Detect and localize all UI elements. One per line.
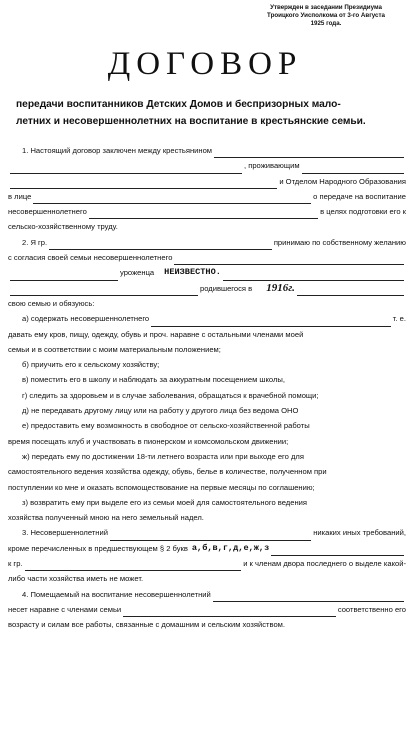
item-v: в) поместить его в школу и наблюдать за аккуратным посещением школы, — [22, 375, 285, 385]
item-d: д) не передавать другому лицу или на работу у другого лица без ведома ОНО — [22, 406, 299, 416]
p1-line-5 — [8, 204, 406, 219]
p2-text-d: уроженца — [120, 268, 155, 278]
p1-text-b: , проживающим — [244, 161, 300, 171]
birthplace-value: НЕИЗВЕСТНО. — [164, 267, 221, 278]
residence-field[interactable] — [302, 165, 404, 174]
birth-year-value: 1916г. — [266, 281, 295, 294]
item-g: г) следить за здоровьем и в случае заболевания, обращаться к врачебной помощи; — [22, 390, 319, 400]
item-zh-line-3: поступлении ко мне и оказать вспомоществование на первые месяцы по соглашению; — [8, 482, 315, 492]
item-a-line-3: семьи и в соответствии с моим материальным положением; — [8, 344, 221, 354]
p2-text-e: родившегося в — [200, 283, 253, 293]
p1-line-1 — [8, 143, 406, 158]
subtitle-line-2: летних и несовершеннолетних на воспитание в крестьянские семьи. — [16, 116, 366, 127]
p3-line-1 — [8, 525, 406, 540]
item-a-text: а) содержать несовершеннолетнего — [22, 314, 150, 324]
family-field[interactable] — [123, 608, 336, 617]
p2-text-f: свою семью и обязуюсь: — [8, 298, 95, 308]
p4-line-3: возрасту и силам все работы, связанные с домашним и сельским хозяйством. — [8, 620, 286, 630]
approval-note — [246, 4, 406, 28]
p2-line-1 — [8, 235, 406, 250]
p2-text-c: с согласия своей семьи несовершеннолетнего — [8, 253, 173, 263]
p3-text-e: и к членам двора последнего о выделе какой- — [243, 559, 406, 569]
p1-text-e: о передаче на воспитание — [313, 191, 406, 201]
p2-line-2 — [8, 250, 406, 265]
minor-name-3-field[interactable] — [110, 532, 311, 541]
farmer-name-field[interactable] — [214, 149, 404, 158]
document-subtitle — [16, 96, 404, 130]
p1-text-h: сельско-хозяйственному труду. — [8, 222, 118, 232]
letters-field[interactable] — [271, 547, 404, 556]
contract-body — [8, 143, 406, 633]
p4-line-1 — [8, 587, 406, 602]
item-zh-line-1: ж) передать ему по достижении 18-ти летнего возраста или при выходе его для — [22, 451, 304, 461]
guardian-name-2-field[interactable] — [25, 562, 242, 571]
p1-text-d: в лице — [8, 191, 32, 201]
minor-name-field[interactable] — [89, 210, 318, 219]
p3-text-c: кроме перечисленных в предшествующем § 2 букв — [8, 543, 188, 553]
p1-line-3 — [8, 174, 406, 189]
item-e-line-2: время посещать клуб и участвовать в пионерском и комсомольском движении; — [8, 436, 289, 446]
item-a-line-2: давать ему кров, пищу, одежду, обувь и проч. наравне с остальными членами моей — [8, 329, 304, 339]
representative-field[interactable] — [33, 195, 311, 204]
p2-line-4 — [8, 281, 406, 296]
letters-value: а,б,в,г,д,е,ж,з — [191, 542, 270, 553]
p4-line-2 — [8, 602, 406, 617]
p1-text-f: несовершеннолетнего — [8, 207, 87, 217]
item-b: б) приучить его к сельскому хозяйству; — [22, 360, 160, 370]
p3-line-4: либо части хозяйства иметь не может. — [8, 574, 144, 584]
item-e-line-1: е) предоставить ему возможность в свободное от сельско-хозяйственной работы — [22, 421, 310, 431]
p1-text-c: и Отделом Народного Образования — [279, 176, 406, 186]
residence-continued-field[interactable] — [10, 180, 277, 189]
p1-line-4 — [8, 189, 406, 204]
p2-text-b: принимаю по собственному желанию — [273, 237, 406, 247]
minor-name-4-field[interactable] — [213, 593, 404, 602]
approval-line-1: Утвержден в заседании Президиума — [270, 4, 382, 11]
p1-text-a: 1. Настоящий договор заключен между крестьянином — [22, 146, 213, 155]
approval-line-3: 1925 года. — [310, 20, 342, 27]
item-zh-line-2: самостоятельного ведения хозяйства одежду, обувь, белье в количестве, полученном при — [8, 467, 327, 477]
p1-line-2 — [8, 158, 406, 173]
p4-text-a: 4. Помещаемый на воспитание несовершеннолетний — [22, 589, 211, 599]
p3-text-b: никаких иных требований, — [313, 528, 406, 538]
subtitle-line-1: передачи воспитанников Детских Домов и беспризорных мало- — [16, 99, 341, 110]
approval-line-2: Троицкого Уисполкома от 3-го Августа — [267, 12, 385, 19]
minor-surname-field[interactable] — [10, 272, 118, 281]
item-z-line-2: хозяйства полученный мною на него земельный надел. — [8, 513, 204, 523]
support-field[interactable] — [151, 318, 391, 327]
item-z-line-1: з) возвратить ему при выделе его из семьи моей для самостоятельного ведения — [22, 497, 307, 507]
birthplace-continued-field[interactable] — [10, 287, 198, 296]
p2-text-a: 2. Я гр. — [22, 237, 48, 247]
p2-line-5 — [8, 296, 406, 311]
p3-text-a: 3. Несовершеннолетний — [22, 528, 108, 538]
birth-year-field[interactable] — [297, 287, 404, 296]
item-a-end: т. е. — [392, 314, 406, 324]
p4-text-c: соответственно его — [337, 604, 406, 614]
birthplace-field[interactable] — [223, 272, 404, 281]
guardian-name-field[interactable] — [49, 241, 272, 250]
document-title: ДОГОВОР — [107, 46, 303, 82]
p3-line-2 — [8, 541, 406, 556]
p4-text-b: несет наравне с членами семьи — [8, 604, 122, 614]
item-a-line-1 — [8, 311, 406, 326]
p3-line-3 — [8, 556, 406, 571]
minor-name-2-field[interactable] — [174, 256, 404, 265]
p3-text-d: к гр. — [8, 559, 23, 569]
p1-text-g: в целях подготовки его к — [320, 207, 406, 217]
farmer-blank-field[interactable] — [10, 165, 242, 174]
p1-line-6 — [8, 219, 406, 234]
p2-line-3 — [8, 265, 406, 280]
